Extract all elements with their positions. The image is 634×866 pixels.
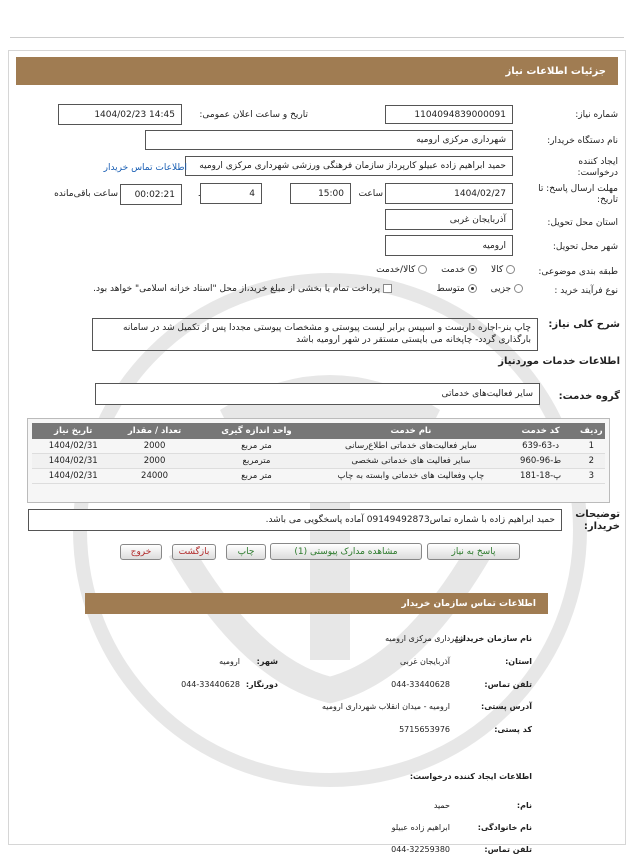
city-label: شهر محل تحویل: bbox=[552, 242, 618, 252]
process-radio-group bbox=[395, 284, 523, 294]
province-field: آذربایجان غربی bbox=[385, 209, 513, 230]
description-label: شرح کلی نیاز: bbox=[548, 319, 620, 330]
contact-address-value: ارومیه - میدان انقلاب شهرداری ارومیه bbox=[322, 702, 450, 711]
contact-phone-value: 044-33440628 bbox=[391, 680, 450, 689]
deadline-time-field: 15:00 bbox=[290, 183, 351, 204]
days-remaining-field: 4 bbox=[200, 183, 262, 204]
cell-code: ط-96-960 bbox=[504, 454, 578, 469]
creator-info-title: اطلاعات ایجاد کننده درخواست: bbox=[409, 772, 532, 781]
treasury-payment-option[interactable]: پرداخت تمام یا بخشی از مبلغ خرید،از محل "اسناد خزانه اسلامی" خواهد بود. bbox=[52, 284, 392, 294]
cell-unit: مترمربع bbox=[195, 454, 319, 469]
buyer-notes-label-line1: توضیحات bbox=[575, 509, 620, 520]
col-unit: واحد اندازه گیری bbox=[195, 423, 319, 439]
service-group-label: گروه خدمت: bbox=[558, 391, 620, 402]
cell-qty: 2000 bbox=[114, 439, 194, 454]
process-option-minor[interactable]: جزیی bbox=[491, 284, 523, 294]
deadline-time-label: ساعت bbox=[358, 189, 383, 199]
buyer-contact-link[interactable]: اطلاعات تماس خریدار bbox=[103, 163, 187, 173]
process-option-medium[interactable]: متوسط bbox=[436, 284, 476, 294]
view-attachments-button[interactable]: مشاهده مدارک پیوستی (1) bbox=[270, 543, 422, 560]
need-number-label: شماره نیاز: bbox=[575, 110, 618, 120]
back-button[interactable]: بازگشت bbox=[172, 544, 216, 560]
buyer-org-field: شهرداری مرکزی ارومیه bbox=[145, 130, 513, 150]
need-number-field: 1104094839000091 bbox=[385, 105, 513, 124]
creator-phone-label: تلفن تماس: bbox=[484, 845, 532, 854]
radio-icon[interactable] bbox=[506, 265, 515, 274]
table-row bbox=[32, 454, 605, 469]
contact-address-label: آدرس پستی: bbox=[481, 702, 532, 711]
page-title: جزئیات اطلاعات نیاز bbox=[505, 65, 606, 77]
deadline-label-line1: مهلت ارسال پاسخ: تا bbox=[538, 184, 618, 194]
contact-city-value: ارومیه bbox=[219, 657, 240, 666]
col-row-number: ردیف bbox=[578, 423, 605, 439]
contact-fax-label: دورنگار: bbox=[245, 680, 278, 689]
contact-fax-value: 044-33440628 bbox=[181, 680, 240, 689]
cell-name: سایر فعالیت های خدماتی شخصی bbox=[318, 454, 503, 469]
deadline-label-line2: تاریخ: bbox=[597, 195, 618, 205]
cell-qty: 2000 bbox=[114, 454, 194, 469]
reply-button[interactable]: پاسخ به نیاز bbox=[427, 543, 520, 560]
cell-date: 1404/02/31 bbox=[32, 439, 114, 454]
buyer-notes-label-line2: خریدار: bbox=[583, 521, 620, 532]
category-radio-group bbox=[330, 265, 515, 275]
cell-index: 3 bbox=[578, 469, 605, 484]
contact-org-value: شهرداری مرکزی ارومیه bbox=[385, 634, 465, 643]
cell-unit: متر مربع bbox=[195, 469, 319, 484]
contact-postal-label: کد پستی: bbox=[494, 725, 532, 734]
contact-province-value: آذربایجان غربی bbox=[399, 657, 450, 666]
radio-selected-icon[interactable] bbox=[468, 284, 477, 293]
process-label: نوع فرآیند خرید : bbox=[554, 286, 618, 296]
service-group-field: سایر فعالیت‌های خدماتی bbox=[95, 383, 540, 405]
announce-date-field: 1404/02/23 14:45 bbox=[58, 104, 182, 125]
creator-name-label: نام: bbox=[516, 801, 532, 810]
contact-postal-value: 5715653976 bbox=[399, 725, 450, 734]
col-quantity: تعداد / مقدار bbox=[114, 423, 194, 439]
city-field: ارومیه bbox=[385, 235, 513, 256]
creator-name-value: حمید bbox=[433, 801, 450, 810]
contact-title: اطلاعات تماس سازمان خریدار bbox=[401, 598, 536, 609]
time-remaining-label: ساعت باقی‌مانده bbox=[54, 189, 118, 199]
deadline-date-field: 1404/02/27 bbox=[385, 183, 513, 204]
contact-org-label: نام سازمان خریدار: bbox=[455, 634, 532, 643]
cell-date: 1404/02/31 bbox=[32, 469, 114, 484]
exit-button[interactable]: خروج bbox=[120, 544, 162, 560]
category-label: طبقه بندی موضوعی: bbox=[538, 267, 618, 277]
category-option-goods[interactable]: کالا bbox=[491, 265, 515, 275]
description-text: چاپ بنر-اجاره داربست و اسپیس برابر لیست پیوستی و مشخصات پیوستی مجددا پس از تکمیل شد در سامانه بارگذاری گردد- چاپخانه می بایستی مستقر در شهر ارومیه باشد bbox=[92, 318, 538, 351]
print-button[interactable]: چاپ bbox=[226, 544, 266, 560]
creator-label-line2: درخواست: bbox=[577, 168, 618, 178]
category-option-both[interactable]: کالا/خدمت bbox=[376, 265, 427, 275]
cell-qty: 24000 bbox=[114, 469, 194, 484]
buyer-notes-text: حمید ابراهیم زاده با شماره تماس09149492873 آماده پاسخگویی می باشد. bbox=[28, 509, 562, 531]
page-header bbox=[16, 57, 618, 85]
radio-selected-icon[interactable] bbox=[468, 265, 477, 274]
creator-field: حمید ابراهیم زاده عبیلو کارپرداز سازمان فرهنگی ورزشی شهرداری مرکزی ارومیه bbox=[185, 156, 513, 176]
table-row bbox=[32, 439, 605, 454]
col-need-date: تاریخ نیاز bbox=[32, 423, 114, 439]
creator-family-value: ابراهیم زاده عبیلو bbox=[391, 823, 450, 832]
contact-phone-label: تلفن تماس: bbox=[484, 680, 532, 689]
creator-phone-value: 044-32259380 bbox=[391, 845, 450, 854]
cell-index: 2 bbox=[578, 454, 605, 469]
radio-icon[interactable] bbox=[418, 265, 427, 274]
services-table bbox=[32, 423, 605, 484]
time-remaining-field: 00:02:21 bbox=[120, 184, 182, 205]
province-label: استان محل تحویل: bbox=[547, 218, 618, 228]
radio-icon[interactable] bbox=[514, 284, 523, 293]
contact-province-label: استان: bbox=[505, 657, 532, 666]
contact-header bbox=[85, 593, 548, 614]
contact-city-label: شهر: bbox=[256, 657, 278, 666]
creator-family-label: نام خانوادگی: bbox=[477, 823, 532, 832]
buyer-org-label: نام دستگاه خریدار: bbox=[547, 136, 618, 146]
category-option-service[interactable]: خدمت bbox=[441, 265, 477, 275]
col-service-code: کد خدمت bbox=[504, 423, 578, 439]
cell-date: 1404/02/31 bbox=[32, 454, 114, 469]
cell-index: 1 bbox=[578, 439, 605, 454]
cell-code: د-63-639 bbox=[504, 439, 578, 454]
cell-unit: متر مربع bbox=[195, 439, 319, 454]
cell-code: پ-18-181 bbox=[504, 469, 578, 484]
top-divider bbox=[10, 37, 624, 38]
cell-name: چاپ وفعالیت های خدماتی وابسته به چاپ bbox=[318, 469, 503, 484]
announce-date-label: تاریخ و ساعت اعلان عمومی: bbox=[199, 110, 308, 120]
col-service-name: نام خدمت bbox=[318, 423, 503, 439]
services-section-title: اطلاعات خدمات موردنیاز bbox=[498, 356, 620, 367]
checkbox-icon[interactable] bbox=[383, 284, 392, 293]
cell-name: سایر فعالیت‌های خدماتی اطلاع‌رسانی bbox=[318, 439, 503, 454]
creator-label-line1: ایجاد کننده bbox=[578, 157, 618, 167]
table-row bbox=[32, 469, 605, 484]
